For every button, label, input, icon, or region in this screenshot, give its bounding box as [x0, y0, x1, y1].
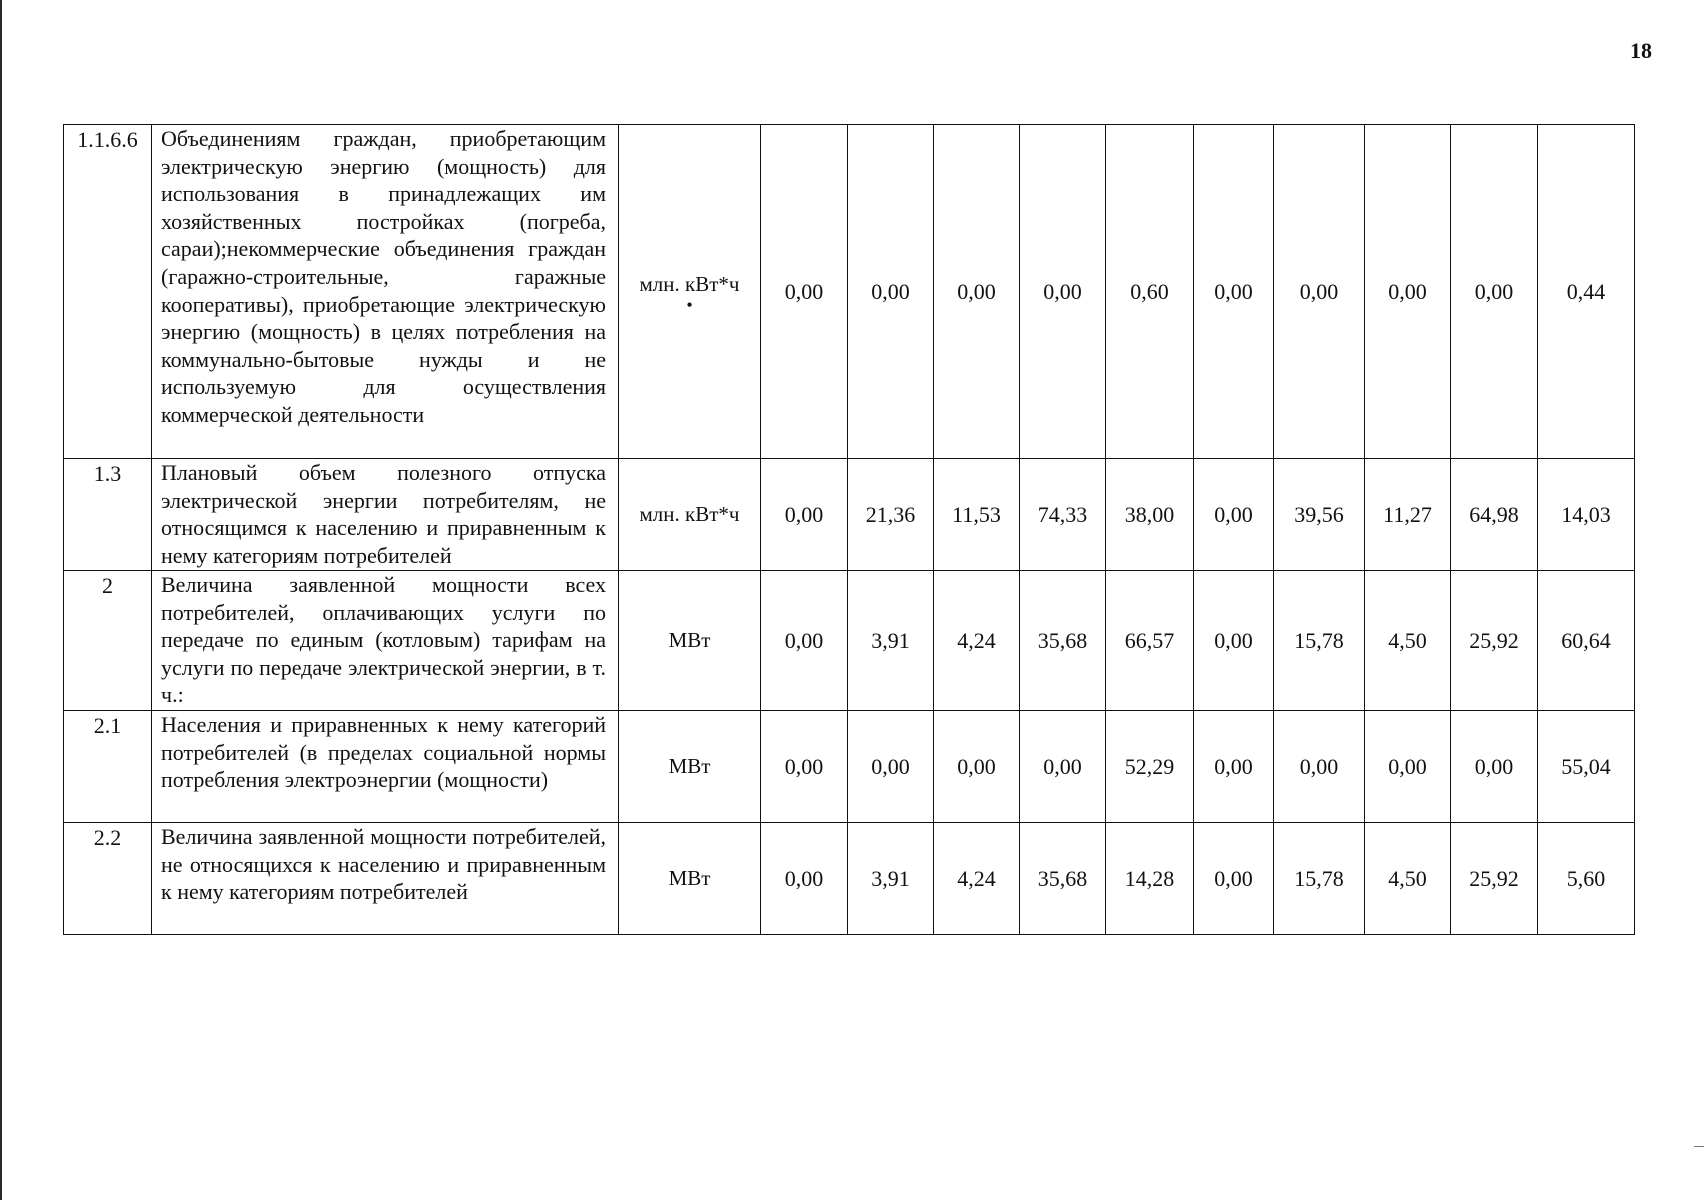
value-cell: 0,60: [1106, 125, 1194, 459]
value-cell: 0,00: [1194, 571, 1274, 711]
value-cell: 4,24: [934, 823, 1020, 935]
value-cell: 39,56: [1274, 459, 1365, 571]
row-number: 2.2: [64, 823, 152, 935]
value-cell: 4,50: [1365, 571, 1451, 711]
value-cell: 0,00: [761, 571, 848, 711]
value-cell: 14,28: [1106, 823, 1194, 935]
value-cell: 15,78: [1274, 571, 1365, 711]
value-cell: 14,03: [1538, 459, 1635, 571]
table-row: [64, 823, 1635, 935]
row-number: 1.3: [64, 459, 152, 571]
unit-text: млн. кВт*ч: [639, 271, 740, 296]
row-unit: МВт: [619, 823, 761, 935]
row-description: Объединениям граждан, приобретающим электрическую энергию (мощность) для использования в принадлежащих им хозяйственных постройках (погреба, сараи);некоммерческие объединения граждан (гаражно-строительные, гаражные кооперативы), приобретающие электрическую энергию (мощность) в целях потребления на коммунально-бытовые нужды и не используемую для осуществления коммерческой деятельности: [152, 125, 619, 459]
table-row: [64, 125, 1635, 459]
row-description: Плановый объем полезного отпуска электрической энергии потребителям, не относящимся к населению и приравненным к нему категориям потребителей: [152, 459, 619, 571]
value-cell: 5,60: [1538, 823, 1635, 935]
value-cell: 3,91: [848, 571, 934, 711]
value-cell: 0,00: [761, 125, 848, 459]
value-cell: 3,91: [848, 823, 934, 935]
value-cell: 55,04: [1538, 711, 1635, 823]
value-cell: 0,00: [848, 125, 934, 459]
unit-mark: •: [686, 295, 693, 316]
value-cell: 11,27: [1365, 459, 1451, 571]
row-number: 2: [64, 571, 152, 711]
value-cell: 0,00: [1194, 125, 1274, 459]
row-number: 2.1: [64, 711, 152, 823]
value-cell: 0,44: [1538, 125, 1635, 459]
row-description: Величина заявленной мощности потребителей, не относящихся к населению и приравненным к нему категориям потребителей: [152, 823, 619, 935]
value-cell: 0,00: [1194, 711, 1274, 823]
row-unit: млн. кВт*ч: [619, 459, 761, 571]
row-unit: МВт: [619, 571, 761, 711]
scan-left-edge: [0, 0, 2, 1200]
value-cell: 4,50: [1365, 823, 1451, 935]
page-number: 18: [1630, 38, 1652, 63]
value-cell: 0,00: [934, 125, 1020, 459]
value-cell: 66,57: [1106, 571, 1194, 711]
value-cell: 4,24: [934, 571, 1020, 711]
value-cell: 0,00: [761, 711, 848, 823]
value-cell: 35,68: [1020, 571, 1106, 711]
value-cell: 0,00: [1274, 711, 1365, 823]
table-row: [64, 459, 1635, 571]
tariff-table: [63, 124, 1635, 935]
scan-right-tick: [1694, 1146, 1704, 1147]
value-cell: 74,33: [1020, 459, 1106, 571]
value-cell: 0,00: [1451, 125, 1538, 459]
value-cell: 0,00: [1365, 125, 1451, 459]
value-cell: 0,00: [934, 711, 1020, 823]
value-cell: 35,68: [1020, 823, 1106, 935]
value-cell: 0,00: [1020, 125, 1106, 459]
value-cell: 0,00: [761, 823, 848, 935]
value-cell: 60,64: [1538, 571, 1635, 711]
row-description: Величина заявленной мощности всех потребителей, оплачивающих услуги по передаче по единым (котловым) тарифам на услуги по передаче электрической энергии, в т. ч.:: [152, 571, 619, 711]
row-unit: [619, 125, 761, 459]
value-cell: 0,00: [1451, 711, 1538, 823]
value-cell: 15,78: [1274, 823, 1365, 935]
value-cell: 0,00: [1194, 823, 1274, 935]
value-cell: 0,00: [1274, 125, 1365, 459]
value-cell: 64,98: [1451, 459, 1538, 571]
value-cell: 25,92: [1451, 571, 1538, 711]
value-cell: 25,92: [1451, 823, 1538, 935]
value-cell: 0,00: [1365, 711, 1451, 823]
row-number: 1.1.6.6: [64, 125, 152, 459]
value-cell: 52,29: [1106, 711, 1194, 823]
value-cell: 38,00: [1106, 459, 1194, 571]
row-description: Населения и приравненных к нему категорий потребителей (в пределах социальной нормы потребления электроэнергии (мощности): [152, 711, 619, 823]
value-cell: 0,00: [848, 711, 934, 823]
value-cell: 0,00: [1194, 459, 1274, 571]
value-cell: 21,36: [848, 459, 934, 571]
value-cell: 0,00: [761, 459, 848, 571]
value-cell: 11,53: [934, 459, 1020, 571]
table-row: [64, 711, 1635, 823]
value-cell: 0,00: [1020, 711, 1106, 823]
table-row: [64, 571, 1635, 711]
row-unit: МВт: [619, 711, 761, 823]
